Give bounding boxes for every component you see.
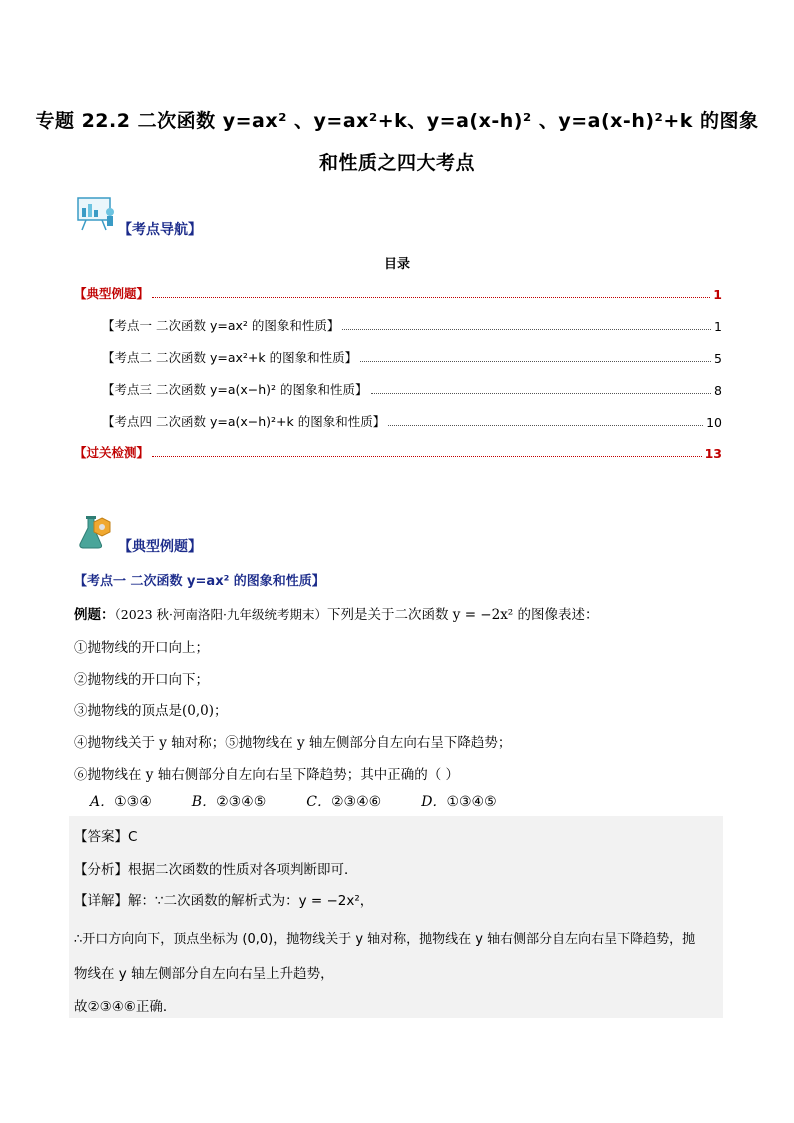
statement-item: ②抛物线的开口向下； xyxy=(74,672,209,688)
toc-entry-page: 1 xyxy=(714,319,722,334)
toc-entry-point-2[interactable] xyxy=(102,348,722,366)
statement-item: ①抛物线的开口向上； xyxy=(74,640,209,656)
choice-d[interactable] xyxy=(421,791,496,811)
detail-line: 【详解】解：∵二次函数的解析式为：y = −2x²， xyxy=(74,893,374,909)
toc-entry-page: 8 xyxy=(714,383,722,398)
choice-a[interactable] xyxy=(90,791,152,811)
toc-leader-dots xyxy=(360,361,711,362)
toc-entry-page: 1 xyxy=(713,287,722,302)
section-heading: 【典型例题】 xyxy=(118,539,202,555)
nav-heading: 【考点导航】 xyxy=(118,222,202,238)
choice-letter: A． xyxy=(90,794,115,810)
choice-c[interactable] xyxy=(306,791,381,811)
statement-item: ④抛物线关于 y 轴对称；⑤抛物线在 y 轴左侧部分自左向右呈下降趋势； xyxy=(74,735,512,751)
question-prefix: 例题： xyxy=(74,607,115,623)
choice-text: ②③④⑥ xyxy=(331,794,382,810)
toc-leader-dots xyxy=(152,456,702,457)
toc-entry-checkpoint[interactable] xyxy=(74,443,722,461)
toc-title: 目录 xyxy=(383,257,410,272)
toc-leader-dots xyxy=(152,297,710,298)
statement-item: ③抛物线的顶点是(0,0)； xyxy=(74,703,228,719)
toc-entry-label: 【过关检测】 xyxy=(74,445,150,460)
choice-text: ①③④ xyxy=(114,794,152,810)
page-title-line-2: 和性质之四大考点 xyxy=(318,152,475,174)
toc-entry-label: 【考点一 二次函数 y=ax² 的图象和性质】 xyxy=(102,318,340,333)
toc-entry-page: 13 xyxy=(704,446,722,461)
answer-line: 【答案】C xyxy=(74,829,138,845)
toc-entry-label: 【考点四 二次函数 y=a(x−h)²+k 的图象和性质】 xyxy=(102,414,386,429)
answer-choices xyxy=(90,791,497,811)
toc-leader-dots xyxy=(371,393,712,394)
analysis-line: 【分析】根据二次函数的性质对各项判断即可． xyxy=(74,862,358,878)
toc-entry-page: 10 xyxy=(706,415,722,430)
point-heading: 【考点一 二次函数 y=ax² 的图象和性质】 xyxy=(74,574,325,589)
choice-letter: C． xyxy=(306,794,331,810)
statement-item: ⑥抛物线在 y 轴右侧部分自左向右呈下降趋势；其中正确的（ ） xyxy=(74,767,459,783)
toc-entry-point-4[interactable] xyxy=(102,412,722,430)
question-stem-line xyxy=(74,603,599,623)
choice-b[interactable] xyxy=(192,791,267,811)
detail-line-2a: ∴开口方向向下，顶点坐标为 (0,0)，抛物线关于 y 轴对称，抛物线在 y 轴右侧部分自左向右呈下降趋势，抛 xyxy=(74,932,696,947)
choice-letter: D． xyxy=(421,794,447,810)
presentation-board-icon xyxy=(74,190,118,234)
conclusion-line: 故②③④⑥正确． xyxy=(74,999,177,1015)
answer-panel xyxy=(69,816,723,1018)
toc-leader-dots xyxy=(342,329,711,330)
toc-entry-point-1[interactable] xyxy=(102,316,722,334)
choice-text: ②③④⑤ xyxy=(216,794,267,810)
question-stem: 下列是关于二次函数 y = −2x² 的图像表述： xyxy=(326,607,599,623)
toc-leader-dots xyxy=(388,425,703,426)
toc-entry-page: 5 xyxy=(714,351,722,366)
lab-flask-icon xyxy=(74,512,114,552)
toc-entry-label: 【考点二 二次函数 y=ax²+k 的图象和性质】 xyxy=(102,350,358,365)
toc-entry-typical-examples[interactable] xyxy=(74,284,722,302)
toc-entry-label: 【考点三 二次函数 y=a(x−h)² 的图象和性质】 xyxy=(102,382,368,397)
choice-letter: B． xyxy=(191,794,217,810)
page-title-line-1: 专题 22.2 二次函数 y=ax² 、y=ax²+k、y=a(x-h)² 、y=a(x-h)²+k 的图象 xyxy=(35,110,759,132)
question-source: （2023 秋·河南洛阳·九年级统考期末） xyxy=(114,607,327,622)
toc-entry-label: 【典型例题】 xyxy=(74,286,150,301)
choice-text: ①③④⑤ xyxy=(446,794,497,810)
detail-line-2b: 物线在 y 轴左侧部分自左向右呈上升趋势， xyxy=(74,966,334,982)
toc-entry-point-3[interactable] xyxy=(102,380,722,398)
